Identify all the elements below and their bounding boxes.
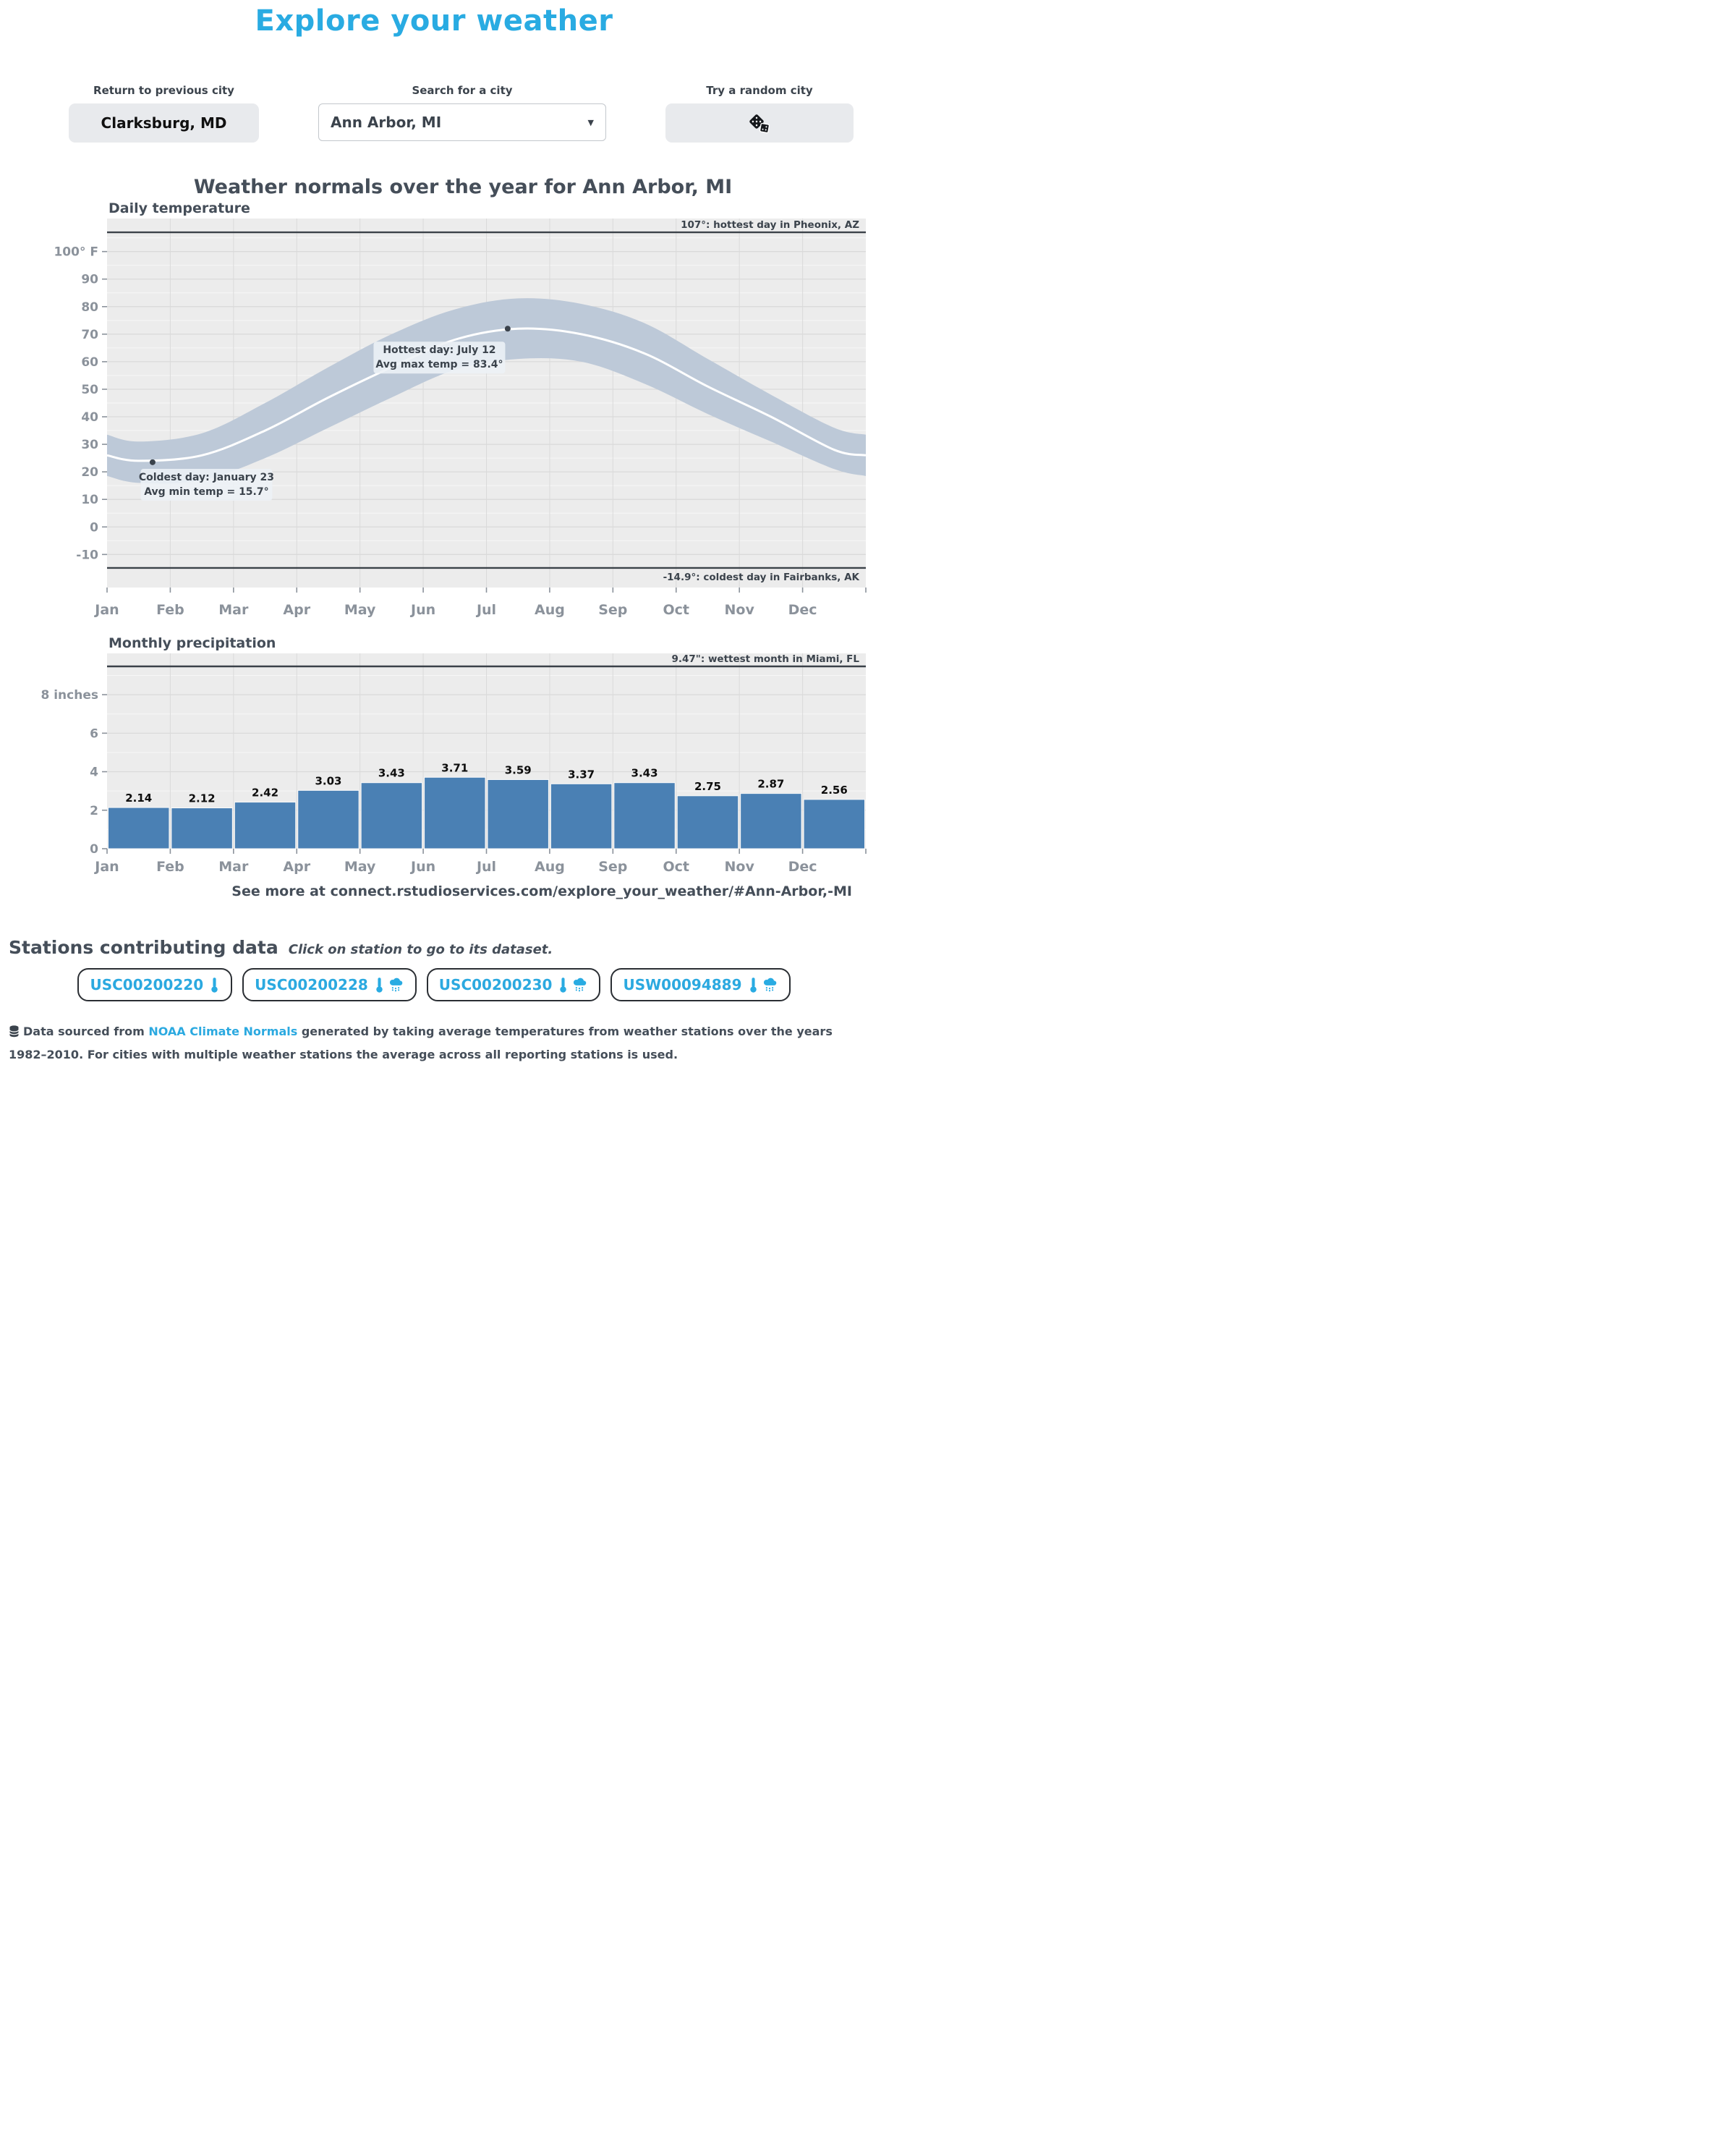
- precip-bar: [361, 783, 422, 849]
- svg-text:Dec: Dec: [788, 859, 817, 875]
- precip-bar-value: 3.43: [378, 766, 405, 780]
- annotation-point: [505, 326, 511, 331]
- precip-bar: [298, 790, 359, 849]
- svg-text:50: 50: [81, 382, 98, 397]
- svg-text:Jan: Jan: [95, 859, 119, 875]
- station-id: USC00200230: [438, 976, 553, 993]
- station-icons: [209, 977, 220, 993]
- svg-text:Mar: Mar: [218, 602, 249, 618]
- svg-text:70: 70: [81, 327, 98, 342]
- previous-city-button[interactable]: Clarksburg, MD: [69, 103, 259, 143]
- station-button-USW00094889[interactable]: [610, 968, 790, 1001]
- svg-text:80: 80: [81, 300, 98, 315]
- svg-text:Hottest day: July 12: Hottest day: July 12: [383, 344, 496, 357]
- svg-text:May: May: [344, 602, 376, 618]
- rain-icon: [761, 977, 778, 993]
- thermometer-icon: [374, 977, 385, 993]
- station-icons: [374, 977, 404, 993]
- reference-line-label: 9.47": wettest month in Miami, FL: [671, 653, 859, 665]
- svg-text:Jul: Jul: [476, 602, 497, 618]
- daily-temperature-plot: [0, 219, 868, 618]
- footer-text-suffix: generated by taking average temperatures from weather stations over the years 1982–2010. For cities with multiple weather stations the average across all reporting stations is used.: [9, 1025, 833, 1061]
- svg-text:Dec: Dec: [788, 602, 817, 618]
- random-city-label: Try a random city: [706, 84, 813, 97]
- random-city-control: [665, 84, 854, 143]
- reference-line-label: -14.9°: coldest day in Fairbanks, AK: [663, 571, 859, 583]
- precip-bar: [550, 784, 611, 849]
- precip-bar: [741, 794, 801, 849]
- annotation-point: [150, 459, 156, 465]
- svg-text:100° F: 100° F: [54, 245, 98, 260]
- svg-text:30: 30: [81, 438, 98, 453]
- svg-text:Nov: Nov: [724, 602, 754, 618]
- svg-text:40: 40: [81, 410, 98, 425]
- monthly-precipitation-plot: [0, 653, 868, 879]
- search-city-control: [318, 84, 606, 143]
- thermometer-icon: [558, 977, 569, 993]
- precip-bar-value: 2.14: [125, 792, 153, 805]
- controls-row: [69, 84, 868, 143]
- station-button-USC00200220[interactable]: [77, 968, 232, 1001]
- svg-text:Apr: Apr: [283, 859, 311, 875]
- svg-text:20: 20: [81, 465, 98, 480]
- precip-bar-value: 3.59: [504, 763, 532, 777]
- precip-bar: [234, 802, 295, 849]
- svg-text:0: 0: [90, 520, 98, 535]
- svg-text:Feb: Feb: [156, 602, 184, 618]
- svg-text:Mar: Mar: [218, 859, 249, 875]
- precip-bar: [488, 779, 548, 849]
- precip-bar: [109, 807, 169, 849]
- stations-list: [0, 968, 868, 1001]
- footer-text-prefix: Data sourced from: [23, 1025, 145, 1038]
- stations-subheading: Click on station to go to its dataset.: [288, 942, 553, 957]
- svg-text:Jul: Jul: [476, 859, 497, 875]
- precip-bar: [614, 783, 675, 849]
- temp-chart-title: Daily temperature: [109, 200, 250, 216]
- precip-bar-value: 2.56: [820, 783, 848, 797]
- page: [0, 4, 868, 1066]
- see-more-caption: See more at connect.rstudioservices.com/explore_your_weather/#Ann-Arbor,-MI: [231, 883, 852, 899]
- svg-text:8 inches: 8 inches: [41, 688, 98, 703]
- precip-bar-value: 3.37: [568, 768, 595, 781]
- station-icons: [748, 977, 778, 993]
- svg-text:6: 6: [90, 726, 98, 742]
- svg-text:Aug: Aug: [534, 859, 565, 875]
- station-id: USC00200220: [90, 976, 204, 993]
- precip-bar: [677, 796, 738, 849]
- noaa-link[interactable]: NOAA Climate Normals: [148, 1025, 298, 1038]
- svg-text:4: 4: [90, 765, 98, 780]
- svg-text:0: 0: [90, 842, 98, 857]
- stations-heading-row: [9, 937, 868, 958]
- svg-text:2: 2: [90, 803, 98, 818]
- stations-heading: Stations contributing data: [9, 937, 278, 958]
- svg-text:Apr: Apr: [283, 602, 311, 618]
- svg-text:Aug: Aug: [534, 602, 565, 618]
- svg-text:-10: -10: [76, 548, 98, 563]
- svg-text:Avg max temp = 83.4°: Avg max temp = 83.4°: [375, 359, 503, 371]
- dice-icon: [748, 113, 771, 134]
- rain-icon: [387, 977, 404, 993]
- database-icon: [9, 1025, 20, 1038]
- station-id: USW00094889: [623, 976, 742, 993]
- weather-normals-title: Weather normals over the year for Ann Arbor, MI: [193, 176, 733, 198]
- svg-text:Jan: Jan: [95, 602, 119, 618]
- precip-bar-value: 2.12: [188, 792, 216, 805]
- thermometer-icon: [209, 977, 220, 993]
- precip-bar: [425, 777, 485, 849]
- svg-text:60: 60: [81, 355, 98, 370]
- svg-text:Coldest day: January 23: Coldest day: January 23: [138, 472, 275, 484]
- city-select-value: Ann Arbor, MI: [331, 114, 442, 131]
- precip-bar-value: 2.87: [757, 777, 785, 791]
- svg-text:Sep: Sep: [598, 602, 628, 618]
- daily-temperature-chart: [0, 219, 868, 621]
- svg-text:Jun: Jun: [411, 602, 436, 618]
- station-button-USC00200230[interactable]: [427, 968, 601, 1001]
- svg-text:Avg min temp = 15.7°: Avg min temp = 15.7°: [144, 486, 269, 499]
- monthly-precipitation-chart: [0, 653, 868, 882]
- city-select[interactable]: [318, 103, 606, 141]
- thermometer-icon: [748, 977, 759, 993]
- precip-chart-title: Monthly precipitation: [109, 635, 276, 651]
- svg-text:90: 90: [81, 272, 98, 287]
- precip-bar-value: 2.75: [694, 779, 721, 793]
- precip-bar: [171, 808, 232, 849]
- rain-icon: [571, 977, 588, 993]
- station-id: USC00200228: [255, 976, 368, 993]
- app-title: Explore your weather: [255, 4, 613, 38]
- precip-bar-value: 3.03: [315, 774, 342, 788]
- svg-text:Oct: Oct: [663, 859, 689, 875]
- chevron-down-icon: ▼: [587, 117, 594, 127]
- svg-text:10: 10: [81, 493, 98, 508]
- svg-text:Jun: Jun: [411, 859, 436, 875]
- svg-text:Nov: Nov: [724, 859, 754, 875]
- previous-city-label: Return to previous city: [93, 84, 234, 97]
- svg-text:Sep: Sep: [598, 859, 628, 875]
- precip-bar-value: 2.42: [252, 786, 279, 800]
- random-city-button[interactable]: [665, 103, 854, 143]
- footer-note: [9, 1020, 862, 1066]
- station-icons: [558, 977, 588, 993]
- precip-bar-value: 3.43: [631, 766, 658, 780]
- precip-bar-value: 3.71: [441, 761, 469, 775]
- svg-text:Oct: Oct: [663, 602, 689, 618]
- precip-bar: [804, 800, 864, 849]
- reference-line-label: 107°: hottest day in Pheonix, AZ: [681, 219, 859, 232]
- svg-text:May: May: [344, 859, 376, 875]
- search-city-label: Search for a city: [412, 84, 513, 97]
- previous-city-control: [69, 84, 259, 143]
- station-button-USC00200228[interactable]: [242, 968, 417, 1001]
- svg-text:Feb: Feb: [156, 859, 184, 875]
